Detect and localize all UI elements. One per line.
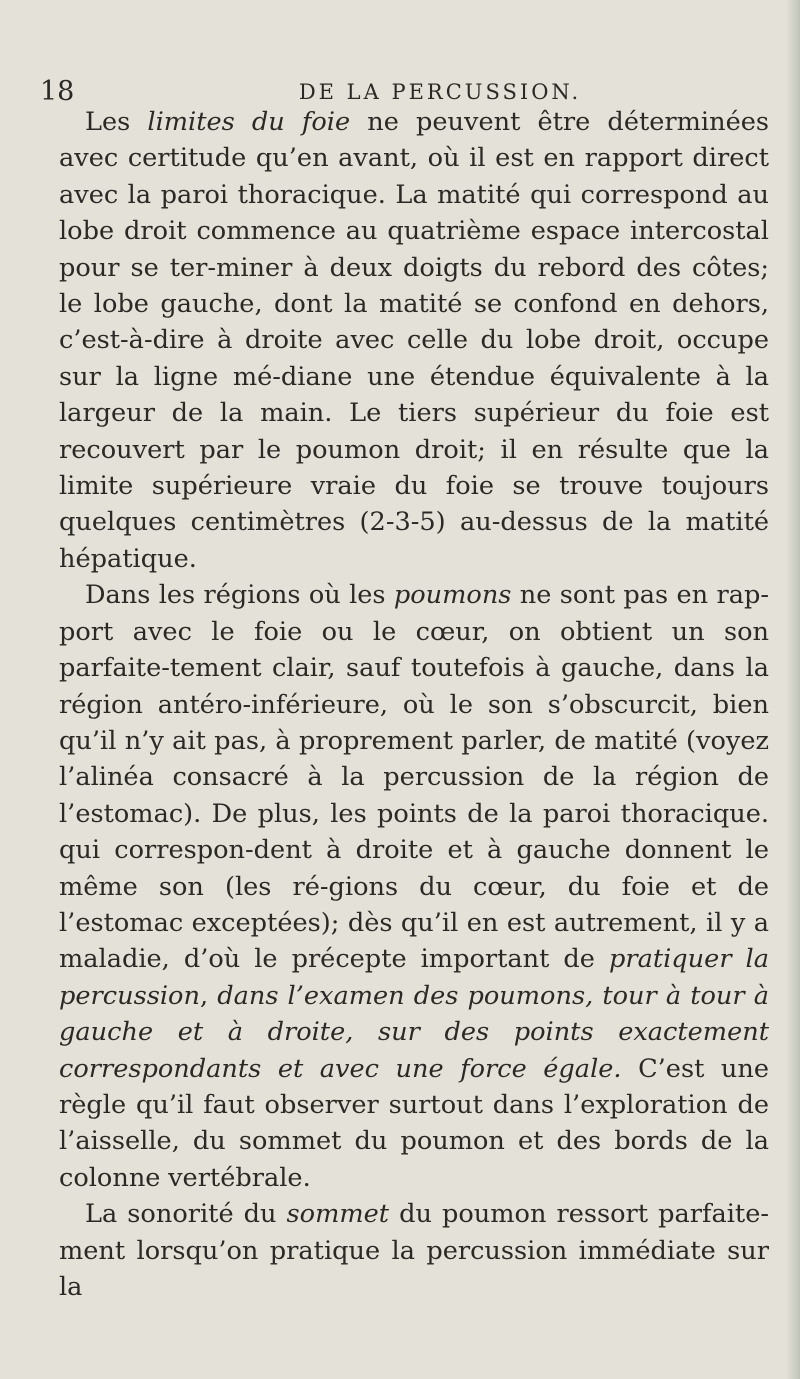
- text-run: Les: [85, 107, 148, 137]
- text-run: Dans les régions où les: [85, 580, 394, 611]
- text-run: du poumon ressort parfaite-ment lorsqu’on pratique la percussion immédiate sur la: [59, 1199, 769, 1302]
- italic-run: poumons: [393, 580, 512, 611]
- italic-run: pratiquer la percussion: [59, 944, 769, 1011]
- italic-run: dans l’examen des poumons, tour à tour à gauche et à droite, sur des points exactement correspondants et avec une force égale.: [59, 980, 769, 1084]
- text-run: ,: [199, 980, 218, 1011]
- text-run: ne peuvent être déterminées avec certitude qu’en avant, où il est en rapport direct avec la paroi thoracique. La matité qui correspond au lobe droit commence au quatrième espace intercostal pour se ter-miner à deux doigts du rebord des côtes; le lobe gauche, dont la matité se confond en dehors, c’est-à-dire à droite avec celle du lobe droit, occupe sur la ligne mé-diane une étendue équivalente à la largeur de la main. Le tiers supérieur du foie est recouvert par le poumon droit; il en résulte que la limite supérieure vraie du foie se trouve toujours quelques centimètres (2-3-5) au-dessus de la matité hépatique.: [59, 107, 769, 574]
- page-edge-shadow: [786, 0, 800, 1379]
- text-run: C’est une règle qu’il faut observer surtout dans l’exploration de l’aisselle, du sommet du poumon et des bords de la colonne vertébrale.: [59, 1053, 769, 1193]
- body-text: [59, 104, 769, 1305]
- running-title: DE LA PERCUSSION.: [298, 80, 582, 104]
- text-run: ne sont pas en rap-port avec le foie ou le cœur, on obtient un son parfaite-tement clair, sauf toutefois à gauche, dans la région antéro-inférieure, où le son s’obscurcit, bien qu’il n’y ait pas, à proprement parler, de matité (voyez l’alinéa consacré à la percussion de la région de l’estomac). De plus, les points de la paroi thoracique. qui correspon-dent à droite et à gauche donnent le même son (les ré-gions du cœur, du foie et de l’estomac exceptées); dès qu’il en est autrement, il y a maladie, d’où le précepte important de: [59, 580, 769, 975]
- text-run: La sonorité du: [85, 1199, 287, 1230]
- italic-run: sommet: [286, 1199, 390, 1230]
- paragraph-apex-sonority: [59, 1196, 769, 1305]
- page-number: 18: [40, 76, 75, 107]
- paragraph-lung-regions: [59, 577, 769, 1196]
- paragraph-liver-limits: [59, 104, 769, 577]
- italic-run: limites du foie: [147, 107, 351, 137]
